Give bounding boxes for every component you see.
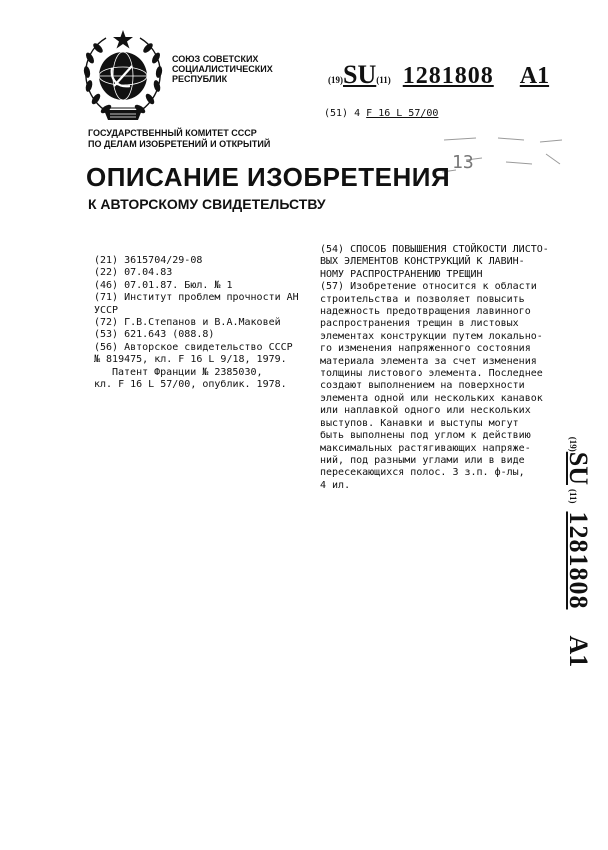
biblio-line: (21) 3615704/29-08 — [94, 255, 203, 266]
abstract-line: материала элемента за счет изменения — [320, 355, 537, 367]
abstract-line: максимальных растягивающих напряже- — [320, 442, 531, 454]
biblio-line: (46) 07.01.87. Бюл. № 1 — [94, 279, 233, 291]
biblio-line: № 819475, кл. F 16 L 9/18, 1979. — [94, 354, 287, 366]
side-patent-number-value: 1281808 — [564, 511, 593, 610]
document-title: ОПИСАНИЕ ИЗОБРЕТЕНИЯ — [86, 162, 451, 192]
ipc-code: F 16 L 57/00 — [366, 108, 439, 119]
library-stamp-icon — [436, 134, 572, 178]
abstract-line: выступов. Канавки и выступы могут — [320, 417, 519, 429]
abstract-line: элемента одной или нескольких канавок — [320, 392, 543, 404]
union-name-line: РЕСПУБЛИК — [172, 74, 228, 84]
committee-line: ПО ДЕЛАМ ИЗОБРЕТЕНИЙ И ОТКРЫТИЙ — [88, 139, 271, 149]
abstract-title-line: ВЫХ ЭЛЕМЕНТОВ КОНСТРУКЦИЙ К ЛАВИН- — [320, 256, 525, 268]
biblio-line: УССР — [94, 304, 119, 316]
abstract — [320, 244, 552, 492]
side-kind-code: A1 — [564, 635, 593, 668]
abstract-line: 4 ил. — [320, 479, 351, 491]
abstract-line: (57) Изобретение относится к области — [320, 281, 537, 293]
abstract-line: или наплавкой одного или нескольких — [320, 405, 531, 417]
biblio-line: (71) Институт проблем прочности АН — [94, 292, 299, 304]
biblio-line: (53) 621.643 (088.8) — [94, 329, 215, 341]
abstract-line: толщины листового элемента. Последнее — [320, 368, 543, 380]
biblio-line: (22) 07.04.83 — [94, 267, 173, 279]
abstract-line: распространения трещин в листовых — [320, 318, 519, 330]
ipc-label: (51) 4 — [324, 108, 361, 119]
abstract-line: элементах конструкции путем локально- — [320, 330, 543, 342]
number-code-label: (11) — [376, 75, 391, 85]
kind-code: A1 — [519, 63, 550, 89]
biblio-line: кл. F 16 L 57/00, опублик. 1978. — [94, 379, 287, 391]
side-country-code: SU — [564, 451, 593, 485]
ussr-emblem-icon — [78, 28, 168, 126]
committee-name — [88, 128, 270, 150]
side-country-code-label: (19) — [568, 436, 578, 452]
union-name-line: СОЮЗ СОВЕТСКИХ — [172, 54, 259, 64]
abstract-line: пересекающихся полос. 3 з.п. ф-лы, — [320, 467, 525, 479]
patent-number-header — [328, 60, 549, 90]
country-code-label: (19) — [328, 75, 343, 85]
ipc-classification — [324, 108, 438, 119]
abstract-line: го изменения напряженного состояния — [320, 343, 531, 355]
union-name-line: СОЦИАЛИСТИЧЕСКИХ — [172, 64, 273, 74]
stamp-text: 13 — [452, 152, 474, 173]
biblio-line: Патент Франции № 2385030, — [112, 366, 263, 378]
union-name — [172, 54, 273, 84]
biblio-line: (56) Авторское свидетельство СССР — [94, 341, 293, 353]
biblio-line: (72) Г.В.Степанов и В.А.Маковей — [94, 317, 281, 329]
abstract-title-line: (54) СПОСОБ ПОВЫШЕНИЯ СТОЙКОСТИ ЛИСТО- — [320, 244, 549, 255]
document-subtitle: К АВТОРСКОМУ СВИДЕТЕЛЬСТВУ — [88, 196, 326, 212]
country-code: SU — [343, 60, 377, 89]
bibliographic-data — [94, 255, 312, 391]
committee-line: ГОСУДАРСТВЕННЫЙ КОМИТЕТ СССР — [88, 128, 257, 138]
abstract-title-line: НОМУ РАСПРОСТРАНЕНИЮ ТРЕЩИН — [320, 268, 483, 280]
abstract-line: быть выполнены под углом к действию — [320, 430, 531, 442]
patent-number: 1281808 — [402, 63, 494, 89]
side-number-code-label: (11) — [568, 488, 578, 504]
abstract-line: создают выполнением на поверхности — [320, 380, 525, 392]
abstract-line: ний, под разными углами или в виде — [320, 454, 525, 466]
abstract-line: надежность предотвращения лавинного — [320, 306, 531, 318]
abstract-line: строительства и позволяет повысить — [320, 293, 525, 305]
